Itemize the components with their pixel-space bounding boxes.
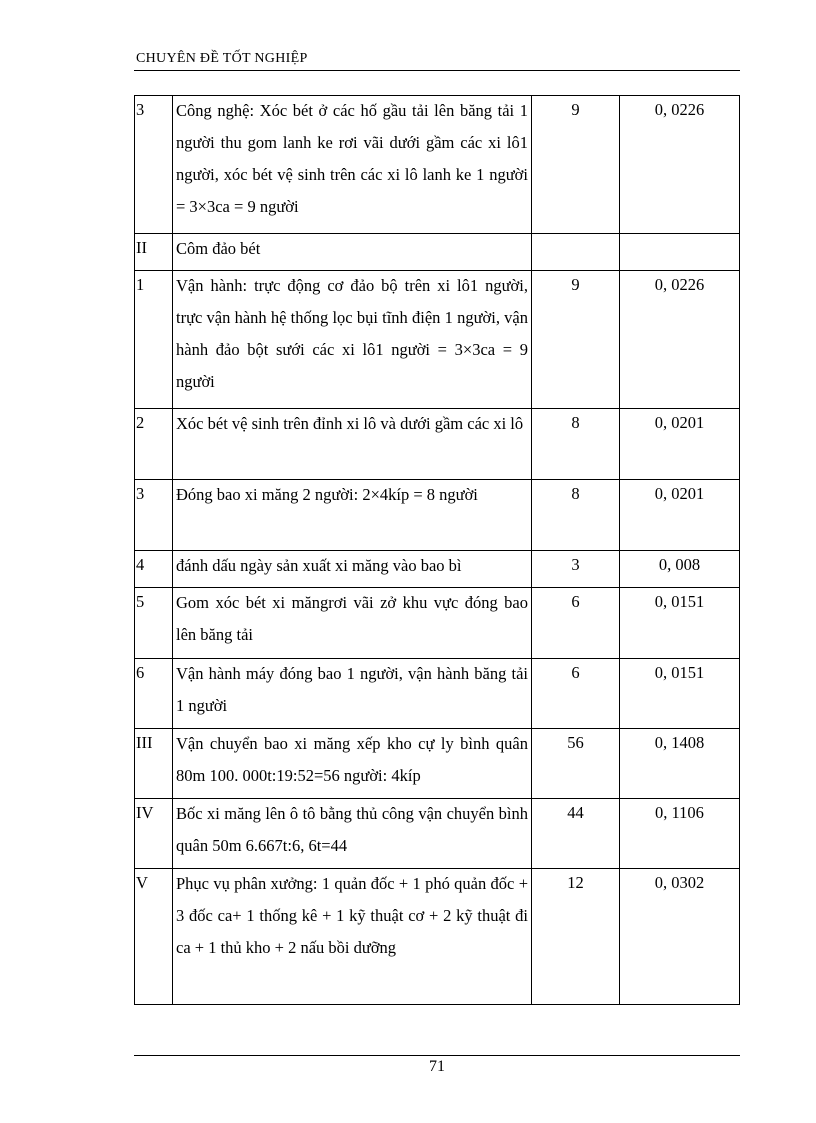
row-content: Đóng bao xi măng 2 người: 2×4kíp = 8 người [176, 485, 478, 504]
row-quantity: 12 [532, 869, 620, 1005]
row-quantity: 6 [532, 659, 620, 729]
table-row [135, 480, 740, 551]
table-row [135, 869, 740, 1005]
row-number: 3 [135, 96, 173, 234]
row-quantity: 8 [532, 480, 620, 551]
table-row [135, 271, 740, 409]
row-number: 2 [135, 409, 173, 480]
table-row [135, 234, 740, 271]
row-quantity: 3 [532, 551, 620, 588]
row-ratio: 0, 0226 [620, 271, 740, 409]
row-quantity: 6 [532, 588, 620, 659]
row-number: III [135, 729, 173, 799]
row-content: Vận hành máy đóng bao 1 người, vận hành băng tải 1 người [176, 664, 528, 715]
row-content: đánh dấu ngày sản xuất xi măng vào bao bì [176, 556, 462, 575]
page-number: 71 [429, 1058, 445, 1075]
header-title: CHUYÊN ĐỀ TỐT NGHIỆP [136, 51, 308, 66]
row-ratio: 0, 0151 [620, 588, 740, 659]
row-content: Phục vụ phân xưởng: 1 quản đốc + 1 phó quản đốc + 3 đốc ca+ 1 thống kê + 1 kỹ thuật cơ + 2 kỹ thuật đi ca + 1 thủ kho + 2 nấu bồi dưỡng [176, 874, 528, 957]
row-ratio: 0, 0226 [620, 96, 740, 234]
row-quantity [532, 234, 620, 271]
table-row [135, 409, 740, 480]
row-number: II [135, 234, 173, 271]
row-number: 3 [135, 480, 173, 551]
table-row [135, 799, 740, 869]
row-quantity: 44 [532, 799, 620, 869]
row-quantity: 9 [532, 271, 620, 409]
row-ratio: 0, 0201 [620, 409, 740, 480]
row-number: 5 [135, 588, 173, 659]
row-ratio [620, 234, 740, 271]
row-number: V [135, 869, 173, 1005]
row-ratio: 0, 1408 [620, 729, 740, 799]
table-row [135, 729, 740, 799]
row-content: Công nghệ: Xóc bét ở các hố gầu tải lên băng tải 1 người thu gom lanh ke rơi vãi dưới gầm các xi lô1 người, xóc bét vệ sinh trên các xi lô lanh ke 1 người = 3×3ca = 9 người [176, 101, 528, 216]
row-number: IV [135, 799, 173, 869]
row-quantity: 8 [532, 409, 620, 480]
row-content: Xóc bét vệ sinh trên đỉnh xi lô và dưới gầm các xi lô [176, 414, 524, 433]
row-ratio: 0, 1106 [620, 799, 740, 869]
row-ratio: 0, 0302 [620, 869, 740, 1005]
row-content: Vận hành: trực động cơ đảo bộ trên xi lô1 người, trực vận hành hệ thống lọc bụi tĩnh điện 1 người, vận hành đảo bột sưới các xi lô1 người = 3×3ca = 9 người [176, 276, 528, 391]
row-ratio: 0, 008 [620, 551, 740, 588]
row-number: 6 [135, 659, 173, 729]
labor-table [134, 95, 740, 1005]
row-content: Gom xóc bét xi măngrơi vãi zở khu vực đóng bao lên băng tải [176, 593, 528, 644]
table-row [135, 551, 740, 588]
row-quantity: 9 [532, 96, 620, 234]
footer-divider [134, 1055, 740, 1056]
row-ratio: 0, 0201 [620, 480, 740, 551]
row-content: Vận chuyển bao xi măng xếp kho cự ly bình quân 80m 100. 000t:19:52=56 người: 4kíp [176, 734, 528, 785]
row-content: Bốc xi măng lên ô tô bằng thủ công vận chuyển bình quân 50m 6.667t:6, 6t=44 [176, 804, 528, 855]
table-row [135, 659, 740, 729]
row-content: Côm đảo bét [176, 239, 261, 258]
row-ratio: 0, 0151 [620, 659, 740, 729]
row-number: 4 [135, 551, 173, 588]
row-number: 1 [135, 271, 173, 409]
page-header [134, 50, 740, 71]
row-quantity: 56 [532, 729, 620, 799]
table-row [135, 96, 740, 234]
table-row [135, 588, 740, 659]
